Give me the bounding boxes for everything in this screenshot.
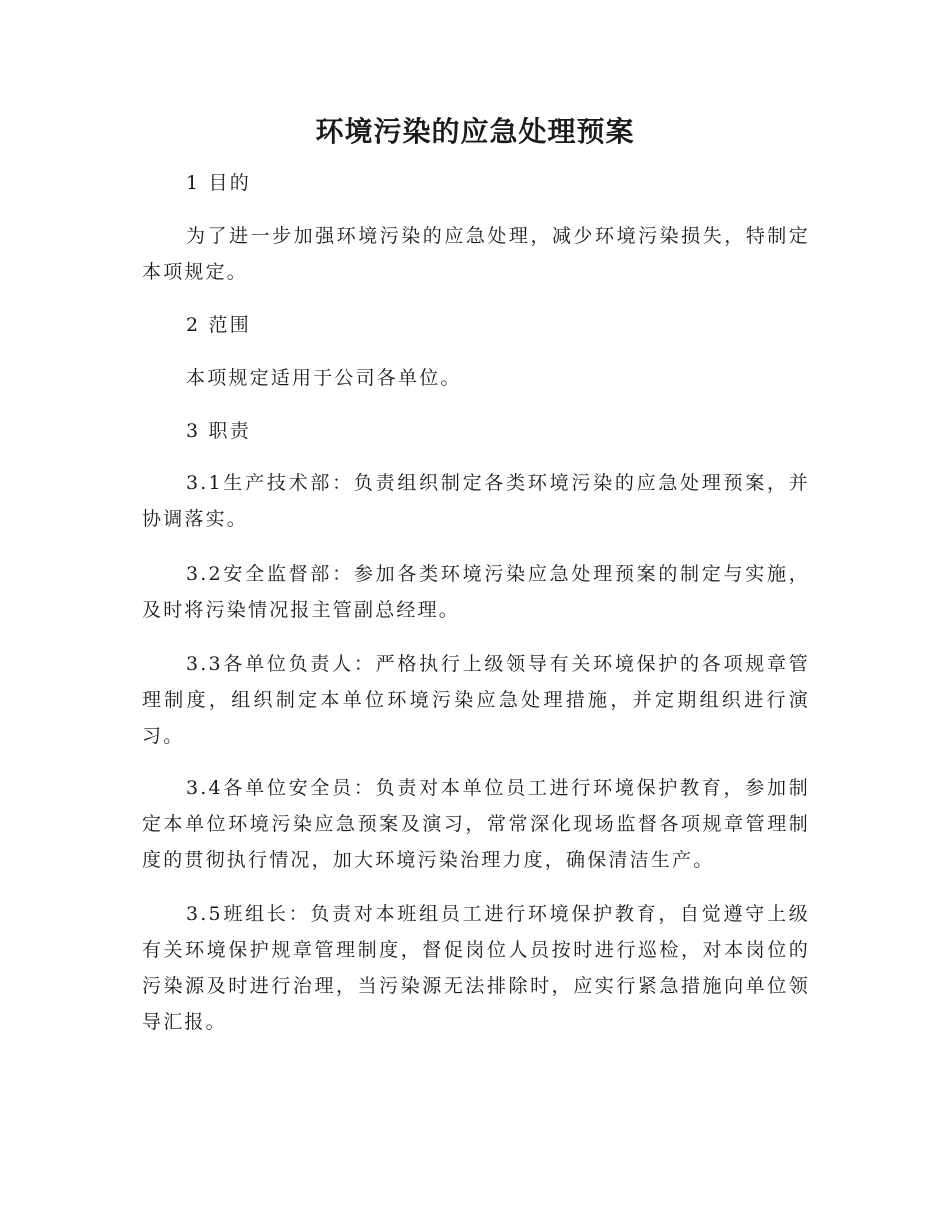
section-3-4-paragraph: 3.4各单位安全员：负责对本单位员工进行环境保护教育，参加制定本单位环境污染应急预案及演习，常常深化现场监督各项规章管理制度的贯彻执行情况，加大环境污染治理力度，确保清洁生产。 bbox=[142, 777, 810, 871]
section-3-3-paragraph: 3.3各单位负责人：严格执行上级领导有关环境保护的各项规章管理制度，组织制定本单位环境污染应急处理措施，并定期组织进行演习。 bbox=[142, 653, 810, 747]
document-title: 环境污染的应急处理预案 bbox=[315, 115, 635, 148]
section-3-heading: 3 职责 bbox=[186, 420, 251, 442]
section-3-1-paragraph: 3.1生产技术部：负责组织制定各类环境污染的应急处理预案，并协调落实。 bbox=[142, 472, 810, 530]
section-2-heading: 2 范围 bbox=[186, 314, 251, 336]
section-3-2-paragraph: 3.2安全监督部：参加各类环境污染应急处理预案的制定与实施，及时将污染情况报主管副总经理。 bbox=[142, 563, 810, 621]
section-3-5-paragraph: 3.5班组长：负责对本班组员工进行环境保护教育，自觉遵守上级有关环境保护规章管理制度，督促岗位人员按时进行巡检，对本岗位的污染源及时进行治理，当污染源无法排除时，应实行紧急措施向单位领导汇报。 bbox=[142, 903, 810, 1033]
section-2-body: 本项规定适用于公司各单位。 bbox=[186, 367, 462, 389]
section-1-body: 为了进一步加强环境污染的应急处理，减少环境污染损失，特制定本项规定。 bbox=[142, 225, 810, 283]
section-1-heading: 1 目的 bbox=[186, 172, 251, 194]
